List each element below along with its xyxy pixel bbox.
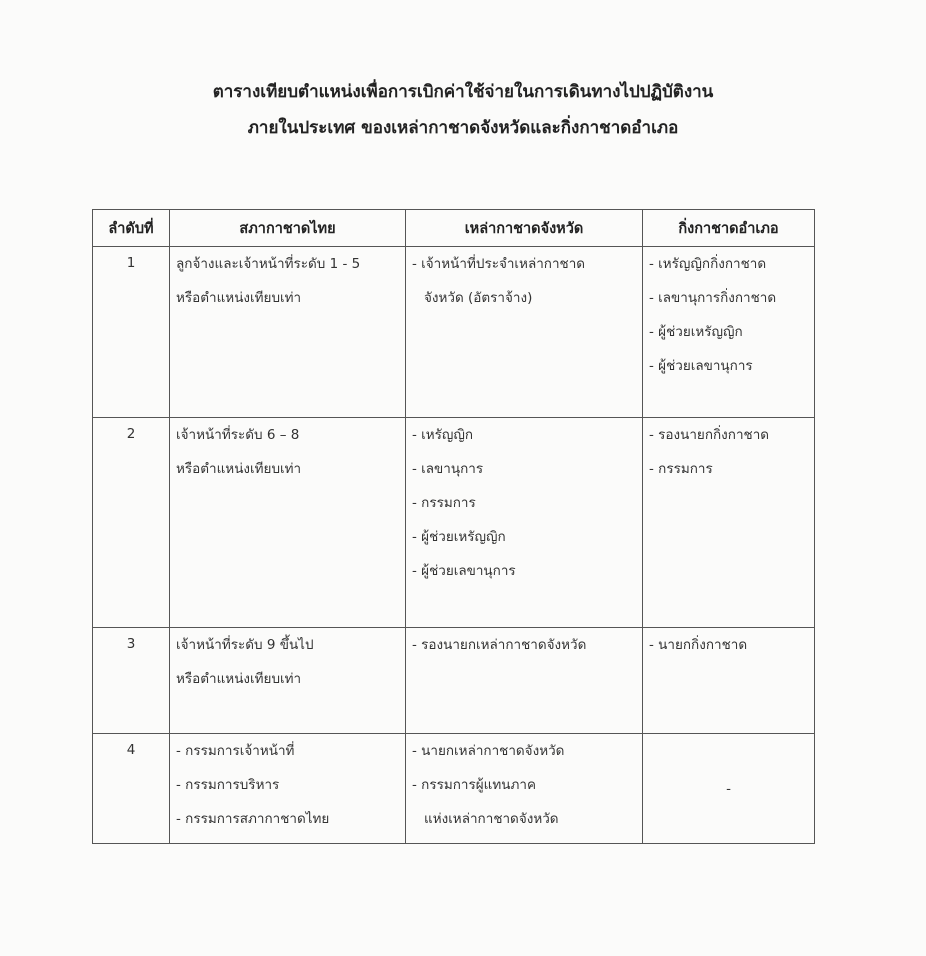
cell-line: - ผู้ช่วยเหรัญญิก	[649, 324, 743, 340]
cell-line: จังหวัด (อัตราจ้าง)	[424, 290, 533, 306]
table-header-row	[93, 210, 815, 247]
trc-cell	[170, 734, 406, 844]
cell-line: - กรรมการ	[649, 461, 713, 477]
cell-line: หรือตำแหน่งเทียบเท่า	[176, 290, 302, 306]
document-title-line-1: ตารางเทียบตำแหน่งเพื่อการเบิกค่าใช้จ่ายในการเดินทางไปปฏิบัติงาน	[212, 82, 714, 102]
table-row	[93, 247, 815, 418]
cell-line: - เลขานุการ	[412, 461, 484, 477]
cell-line: - กรรมการผู้แทนภาค	[412, 777, 536, 793]
table-row	[93, 418, 815, 628]
cell-line: - กรรมการเจ้าหน้าที่	[176, 743, 295, 759]
district-cell	[643, 247, 815, 418]
cell-line: - กรรมการสภากาชาดไทย	[176, 811, 330, 827]
table-row	[93, 734, 815, 844]
header-order: ลำดับที่	[93, 210, 170, 247]
trc-cell	[170, 628, 406, 734]
cell-line: เจ้าหน้าที่ระดับ 9 ขึ้นไป	[176, 637, 314, 653]
province-cell	[406, 628, 643, 734]
district-cell-empty: -	[643, 734, 815, 844]
cell-line: หรือตำแหน่งเทียบเท่า	[176, 671, 302, 687]
cell-line: - เหรัญญิกกิ่งกาชาด	[649, 256, 767, 272]
cell-line: - เลขานุการกิ่งกาชาด	[649, 290, 777, 306]
position-comparison-table	[92, 209, 815, 844]
cell-line: ลูกจ้างและเจ้าหน้าที่ระดับ 1 - 5	[176, 256, 361, 272]
header-district-branch: กิ่งกาชาดอำเภอ	[643, 210, 815, 247]
cell-line: - ผู้ช่วยเลขานุการ	[649, 358, 753, 374]
cell-line: - กรรมการบริหาร	[176, 777, 280, 793]
district-cell	[643, 418, 815, 628]
cell-line: แห่งเหล่ากาชาดจังหวัด	[424, 811, 559, 827]
province-cell	[406, 247, 643, 418]
province-cell	[406, 734, 643, 844]
cell-line: - เจ้าหน้าที่ประจำเหล่ากาชาด	[412, 256, 586, 272]
cell-line: - รองนายกเหล่ากาชาดจังหวัด	[412, 637, 587, 653]
province-cell	[406, 418, 643, 628]
trc-cell	[170, 418, 406, 628]
cell-line: - ผู้ช่วยเลขานุการ	[412, 563, 516, 579]
cell-line: เจ้าหน้าที่ระดับ 6 – 8	[176, 427, 300, 443]
cell-line: - เหรัญญิก	[412, 427, 474, 443]
cell-line: - กรรมการ	[412, 495, 476, 511]
cell-line: - ผู้ช่วยเหรัญญิก	[412, 529, 506, 545]
row-number: 3	[93, 628, 170, 734]
district-cell	[643, 628, 815, 734]
trc-cell	[170, 247, 406, 418]
document-title-line-2: ภายในประเทศ ของเหล่ากาชาดจังหวัดและกิ่งกาชาดอำเภอ	[247, 118, 679, 138]
header-thai-red-cross: สภากาชาดไทย	[170, 210, 406, 247]
cell-line: - นายกกิ่งกาชาด	[649, 637, 748, 653]
cell-line: - รองนายกกิ่งกาชาด	[649, 427, 770, 443]
header-provincial-chapter: เหล่ากาชาดจังหวัด	[406, 210, 643, 247]
row-number: 4	[93, 734, 170, 844]
cell-line: - นายกเหล่ากาชาดจังหวัด	[412, 743, 565, 759]
row-number: 1	[93, 247, 170, 418]
table-row	[93, 628, 815, 734]
row-number: 2	[93, 418, 170, 628]
cell-line: หรือตำแหน่งเทียบเท่า	[176, 461, 302, 477]
